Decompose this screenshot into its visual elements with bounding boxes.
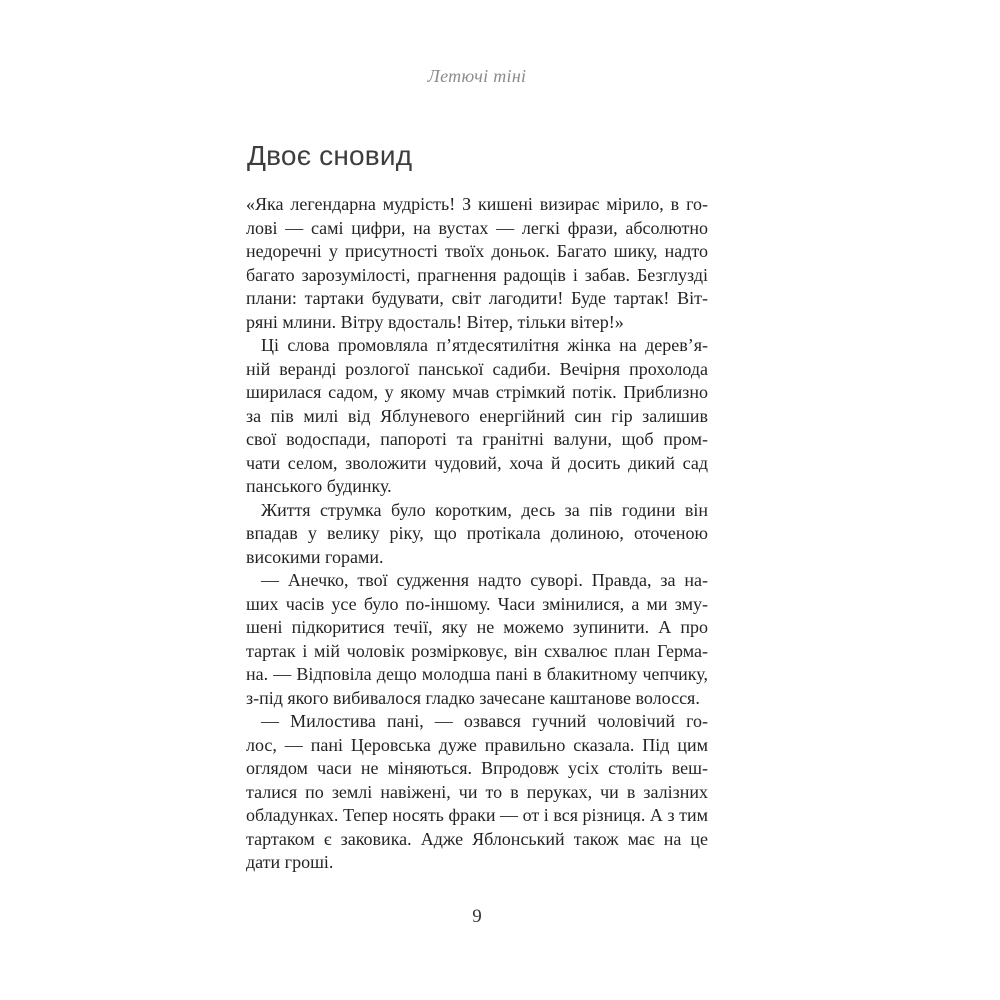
page-number: 9 (472, 906, 482, 927)
text-line: на. — Відповіла дещо молодша пані в блакитному чепчику, (246, 664, 708, 684)
text-line: високими горами. (246, 546, 384, 567)
paragraph (246, 499, 708, 570)
text-line: ній веранді розлогої панської садиби. Вечірня прохолода (246, 358, 708, 379)
text-line: тартаком є заковика. Адже Яблонський також має на це (246, 828, 708, 849)
text-line: обладунках. Тепер носять фраки — от і вся різниця. А з тим (246, 805, 708, 825)
text-line: «Яка легендарна мудрість! З кишені визирає мірило, в го- (246, 194, 708, 214)
text-line: ших часів усе було по-іншому. Часи змінилися, а ми зму- (246, 593, 708, 614)
text-line: — Анечко, твої судження надто суворі. Правда, за на- (261, 570, 708, 590)
paragraph (246, 710, 708, 875)
text-line: шені підкоритися течії, яку не можемо зупинити. А про (246, 617, 708, 637)
text-line: — Милостива пані, — озвався гучний чоловічий го- (261, 711, 708, 731)
paragraph (246, 334, 708, 499)
running-header: Летючі тіні (427, 66, 527, 86)
text-line: з-під якого вибивалося гладко зачесане каштанове волосся. (246, 687, 700, 708)
text-line: Ці слова промовляла п’ятдесятилітня жінка на дерев’я- (261, 335, 708, 355)
body-text (246, 193, 708, 875)
text-line: дати гроші. (246, 852, 334, 872)
paragraph (246, 193, 708, 334)
text-line: за пів милі від Яблуневого енергійний син гір залишив (246, 405, 708, 426)
text-line: оглядом часи не міняються. Впродовж усіх століть веш- (246, 758, 708, 778)
text-line: талися по землі навіжені, чи то в перуках, чи в залізних (246, 781, 708, 802)
text-line: ряні млини. Вітру вдосталь! Вітер, тільки вітер!» (246, 311, 624, 332)
text-line: ширилася садом, у якому мчав стрімкий потік. Приблизно (246, 382, 708, 402)
text-line: Життя струмка було коротким, десь за пів години він (261, 499, 708, 520)
paragraph (246, 569, 708, 710)
text-line: панського будинку. (246, 476, 392, 496)
text-line: багато зарозумілості, прагнення радощів і забав. Безглузді (246, 264, 708, 285)
text-line: лос, — пані Церовська дуже правильно сказала. Під цим (246, 734, 708, 755)
text-line: чати селом, зволожити чудовий, хоча й досить дикий сад (246, 452, 708, 473)
text-line: свої водоспади, папороті та гранітні валуни, щоб пром- (246, 429, 708, 449)
text-line: тартак і мій чоловік розмірковує, він схвалює план Герма- (246, 640, 708, 661)
text-line: лові — самі цифри, на вустах — легкі фрази, абсолютно (246, 217, 708, 238)
chapter-title: Двоє сновид (247, 140, 413, 171)
text-line: впадав у велику ріку, що протікала долиною, оточеною (246, 523, 708, 543)
text-line: недоречні у присутності твоїх доньок. Багато шику, надто (246, 241, 708, 261)
text-line: плани: тартаки будувати, світ лагодити! Буде тартак! Віт- (246, 288, 708, 308)
